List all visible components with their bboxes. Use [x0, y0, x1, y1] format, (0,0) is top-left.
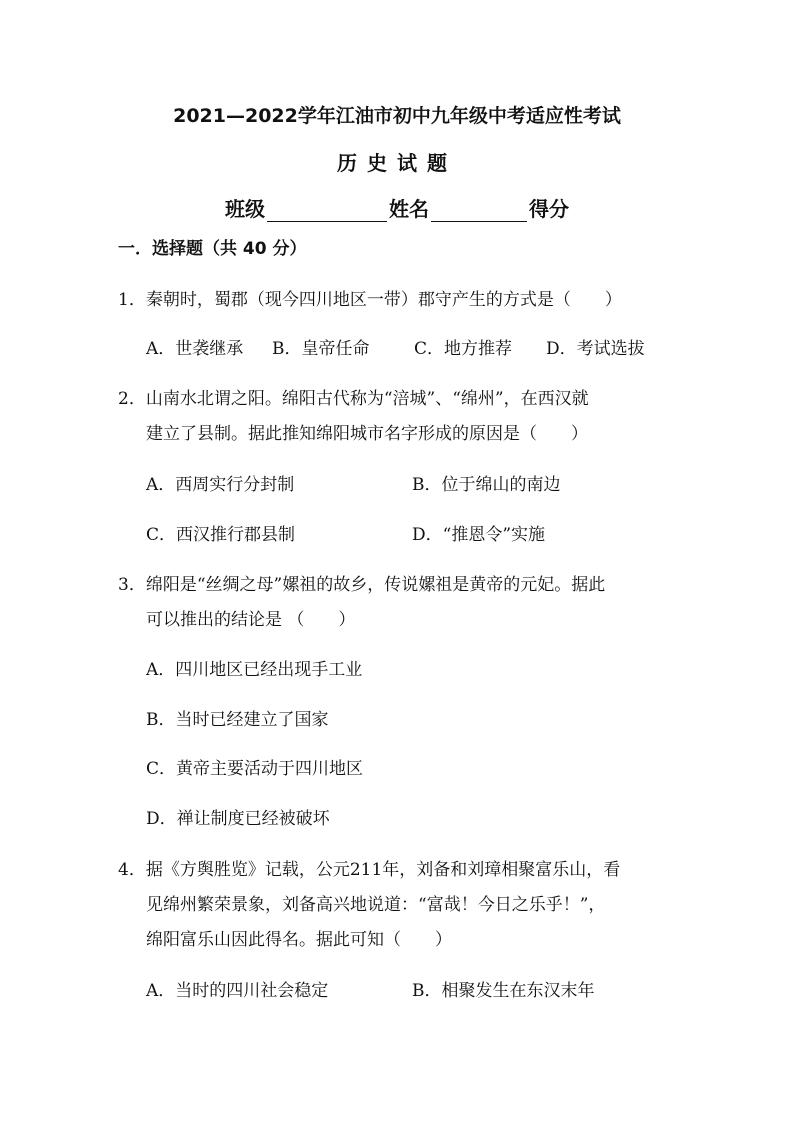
- question-4-stem-cont-1: 见绵州繁荣景象，刘备高兴地说道：“富哉！今日之乐乎！”，: [146, 895, 606, 915]
- q4-option-b: B．相聚发生在东汉末年: [412, 981, 595, 1001]
- q2-option-d: D．“推恩令”实施: [412, 525, 546, 545]
- subject-title: 历史试题: [337, 151, 457, 175]
- name-blank: [431, 203, 527, 222]
- q3-option-a: A．四川地区已经出现手工业: [146, 660, 363, 680]
- question-3-stem: 3．绵阳是“丝绸之母”嫘祖的故乡，传说嫘祖是黄帝的元妃。据此: [118, 575, 606, 595]
- student-info-line: [0, 193, 794, 222]
- class-blank: [267, 203, 387, 222]
- q3-option-c: C．黄帝主要活动于四川地区: [146, 759, 364, 779]
- question-4-stem-cont-2: 绵阳富乐山因此得名。据此可知（ ）: [146, 930, 452, 950]
- q1-option-c: C．地方推荐: [414, 339, 513, 359]
- question-4-stem: 4．据《方舆胜览》记载，公元211年，刘备和刘璋相聚富乐山，看: [118, 860, 621, 880]
- question-3-stem-cont: 可以推出的结论是 （ ）: [146, 610, 356, 630]
- exam-title: 2021—2022学年江油市初中九年级中考适应性考试: [173, 105, 621, 127]
- q2-option-a: A．西周实行分封制: [146, 475, 295, 495]
- section-heading: 一．选择题（共 40 分）: [118, 239, 307, 259]
- q2-option-c: C．西汉推行郡县制: [146, 525, 296, 545]
- q1-option-b: B．皇帝任命: [272, 339, 370, 359]
- score-label: 得分: [529, 197, 569, 221]
- q1-option-a: A．世袭继承: [146, 339, 244, 359]
- q4-option-a: A．当时的四川社会稳定: [146, 981, 329, 1001]
- name-label: 姓名: [389, 197, 429, 221]
- question-2-stem-cont: 建立了县制。据此推知绵阳城市名字形成的原因是（ ）: [146, 424, 588, 444]
- class-label: 班级: [225, 197, 265, 221]
- q3-option-b: B．当时已经建立了国家: [146, 710, 329, 730]
- question-2-stem: 2．山南水北谓之阳。绵阳古代称为“涪城”、“绵州”，在西汉就: [118, 389, 589, 409]
- q1-option-d: D．考试选拔: [546, 339, 645, 359]
- q2-option-b: B．位于绵山的南边: [412, 475, 561, 495]
- question-1-stem: 1．秦朝时，蜀郡（现今四川地区一带）郡守产生的方式是（ ）: [118, 290, 622, 310]
- q3-option-d: D．禅让制度已经被破坏: [146, 809, 330, 829]
